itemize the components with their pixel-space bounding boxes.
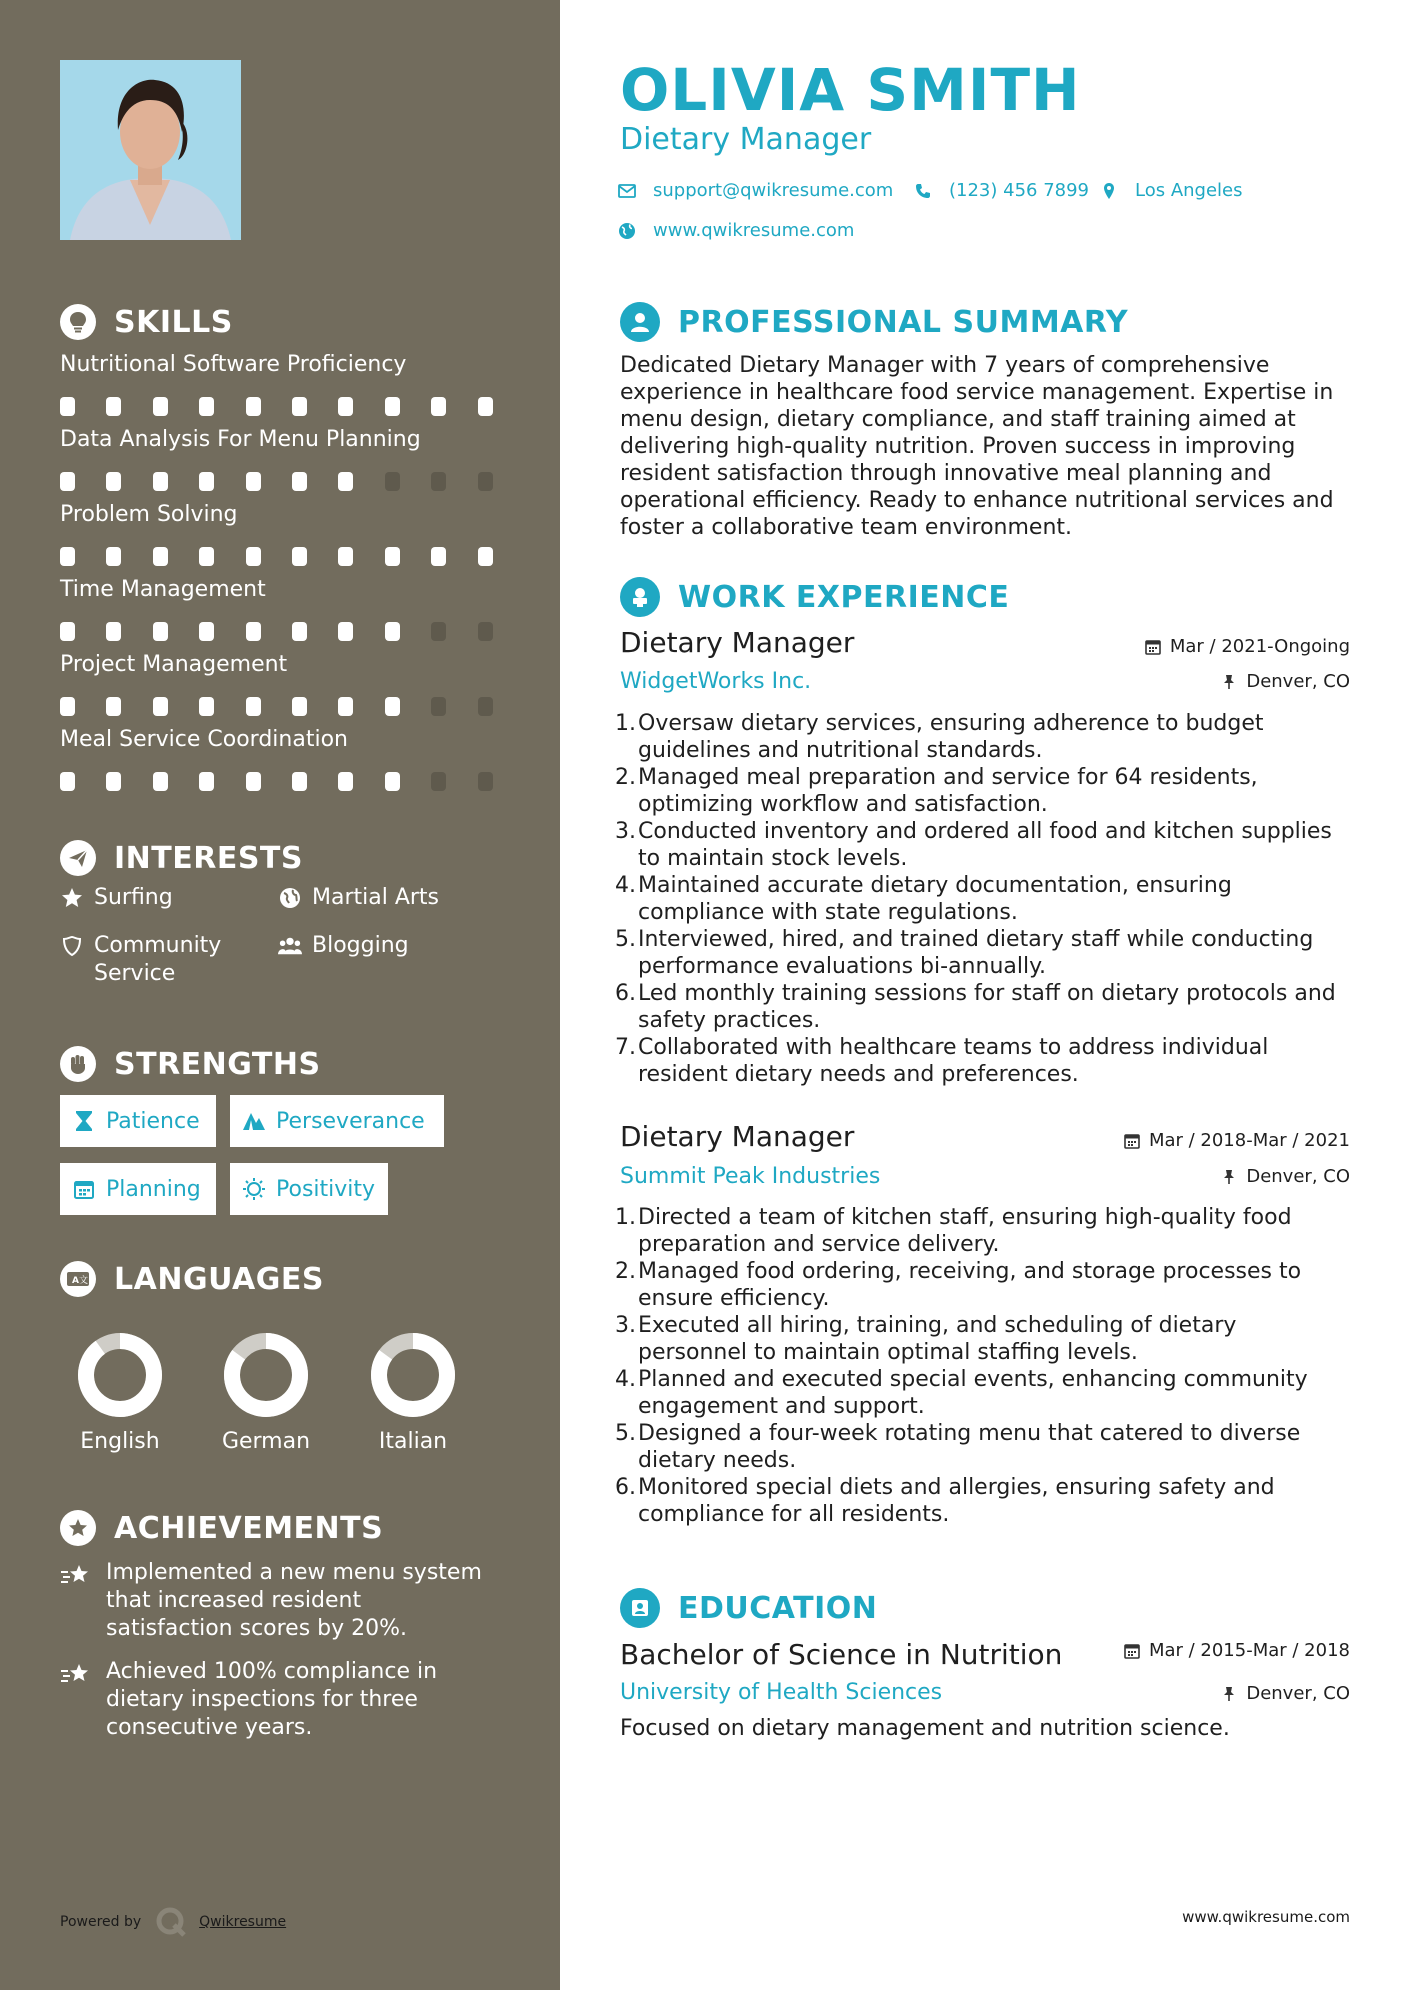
user-icon	[620, 302, 660, 342]
calendar-icon	[1123, 1132, 1141, 1150]
language-icon	[60, 1261, 96, 1297]
rating-dot	[385, 547, 400, 566]
powered-by	[60, 1906, 286, 1938]
job-bullet	[612, 1420, 1352, 1474]
summary-text: Dedicated Dietary Manager with 7 years of comprehensive experience in healthcare food service management. Expertise in menu design, dietary compliance, and staff training aimed at delivering high-quality nutrition. Proven success in improving resident satisfaction through innovative meal planning and operational efficiency. Ready to enhance nutritional services and foster a collaborative team environment.	[620, 353, 1334, 540]
rating-dot	[431, 622, 446, 641]
rating-dot	[246, 697, 261, 716]
rating-dot	[199, 472, 214, 491]
rating-dot	[478, 397, 493, 416]
rating-dot	[478, 622, 493, 641]
skill-rating	[60, 697, 520, 717]
language-ring	[216, 1325, 316, 1425]
job-dates-text: Mar / 2021-Ongoing	[1169, 636, 1350, 657]
rating-dot	[292, 622, 307, 641]
rating-dot	[199, 547, 214, 566]
degree-title: Bachelor of Science in Nutrition	[620, 1638, 1063, 1671]
summary-heading	[620, 302, 1128, 342]
job-bullet	[612, 1312, 1352, 1366]
bullet-text: Maintained accurate dietary documentation, ensuring compliance with state regulations.	[638, 873, 1232, 925]
trophy-star-icon	[60, 1510, 96, 1546]
rating-dot	[153, 622, 168, 641]
pushpin-icon	[1220, 1685, 1238, 1703]
email-text: support@qwikresume.com	[653, 180, 894, 201]
rating-dot	[60, 547, 75, 566]
languages-heading-text: LANGUAGES	[114, 1261, 324, 1297]
rating-dot	[106, 697, 121, 716]
bullet-number: 4.	[615, 873, 636, 898]
strength-tag	[230, 1163, 388, 1215]
skill-item	[60, 576, 520, 642]
rating-dot	[246, 397, 261, 416]
rating-dot	[153, 697, 168, 716]
lightbulb-icon	[60, 304, 96, 340]
rating-dot	[478, 697, 493, 716]
bullet-number: 3.	[615, 1313, 636, 1338]
skill-rating	[60, 397, 520, 417]
job-bullet	[612, 980, 1352, 1034]
skill-rating	[60, 772, 520, 792]
summary-heading-text: PROFESSIONAL SUMMARY	[678, 304, 1129, 340]
bullet-text: Managed meal preparation and service for 64 residents, optimizing workflow and satisfaction.	[638, 765, 1258, 817]
contact-website[interactable]	[617, 220, 854, 241]
bullet-number: 5.	[615, 927, 636, 952]
experience-heading-text: WORK EXPERIENCE	[678, 579, 1010, 615]
skill-name: Nutritional Software Proficiency	[60, 352, 407, 377]
skill-name: Time Management	[60, 577, 266, 602]
language-label: German	[221, 1429, 311, 1454]
rating-dot	[199, 772, 214, 791]
company-name: Summit Peak Industries	[620, 1164, 881, 1189]
job-dates	[1123, 1130, 1350, 1151]
rating-dot	[246, 547, 261, 566]
bullet-text: Managed food ordering, receiving, and storage processes to ensure efficiency.	[638, 1259, 1302, 1311]
achievement-item	[60, 1658, 520, 1742]
bullet-text: Designed a four-week rotating menu that catered to diverse dietary needs.	[638, 1421, 1301, 1473]
language-label: Italian	[378, 1429, 448, 1454]
powered-by-label: Powered by	[60, 1914, 142, 1930]
job-location	[1220, 1166, 1350, 1187]
skill-name: Problem Solving	[60, 502, 238, 527]
rating-dot	[431, 472, 446, 491]
rating-dot	[199, 397, 214, 416]
rating-dot	[292, 547, 307, 566]
achievement-text: Achieved 100% compliance in dietary inspections for three consecutive years.	[106, 1659, 438, 1740]
job-location-text: Denver, CO	[1246, 1166, 1350, 1187]
achievement-item	[60, 1559, 520, 1643]
calendar-icon	[72, 1177, 96, 1201]
job-bullet	[612, 710, 1352, 764]
bullet-text: Directed a team of kitchen staff, ensuring high-quality food preparation and service delivery.	[638, 1205, 1292, 1257]
interest-label: Surfing	[94, 885, 173, 910]
job-bullet	[612, 1366, 1352, 1420]
rating-dot	[385, 472, 400, 491]
job-bullet	[612, 1474, 1352, 1528]
rating-dot	[338, 472, 353, 491]
skill-rating	[60, 547, 520, 567]
skill-item	[60, 651, 520, 717]
rating-dot	[60, 697, 75, 716]
bullet-number: 1.	[615, 711, 636, 736]
rating-dot	[246, 472, 261, 491]
graduation-icon	[620, 1588, 660, 1628]
rating-dot	[338, 697, 353, 716]
rating-dot	[431, 397, 446, 416]
job-bullet	[612, 1034, 1352, 1088]
rating-dot	[292, 772, 307, 791]
bullet-number: 4.	[615, 1367, 636, 1392]
fist-icon	[60, 1046, 96, 1082]
rating-dot	[60, 772, 75, 791]
skill-name: Project Management	[60, 652, 288, 677]
svg-text:A: A	[72, 1276, 79, 1286]
shooting-star-icon	[60, 1559, 92, 1643]
rating-dot	[385, 772, 400, 791]
rating-dot	[385, 397, 400, 416]
experience-heading	[620, 577, 1009, 617]
profile-photo	[60, 60, 241, 240]
achievement-text: Implemented a new menu system that increased resident satisfaction scores by 20%.	[106, 1560, 482, 1641]
skill-item	[60, 426, 520, 492]
education-heading	[620, 1588, 877, 1628]
interests-heading-text: INTERESTS	[114, 840, 303, 876]
candidate-name: OLIVIA SMITH	[620, 56, 1081, 124]
strengths-heading-text: STRENGTHS	[114, 1046, 321, 1082]
rating-dot	[478, 772, 493, 791]
achievements-heading	[60, 1508, 383, 1548]
interest-item	[60, 932, 221, 988]
interest-item	[60, 884, 173, 912]
star-icon	[60, 884, 84, 912]
pushpin-icon	[1220, 673, 1238, 691]
skill-item	[60, 726, 520, 792]
education-dates-text: Mar / 2015-Mar / 2018	[1148, 1640, 1350, 1661]
rating-dot	[292, 397, 307, 416]
bullet-number: 1.	[615, 1205, 636, 1230]
rating-dot	[199, 622, 214, 641]
strength-tag	[60, 1163, 216, 1215]
rating-dot	[60, 622, 75, 641]
job-location-text: Denver, CO	[1246, 671, 1350, 692]
globe-icon	[278, 884, 302, 912]
rating-dot	[431, 697, 446, 716]
bullet-number: 5.	[615, 1421, 636, 1446]
sun-icon	[242, 1177, 266, 1201]
rating-dot	[106, 622, 121, 641]
envelope-icon	[617, 181, 637, 201]
language-ring-fill	[86, 1341, 154, 1409]
education-location-text: Denver, CO	[1246, 1683, 1350, 1704]
rating-dot	[338, 397, 353, 416]
shield-icon	[60, 932, 84, 960]
bullet-text: Monitored special diets and allergies, ensuring safety and compliance for all residents.	[638, 1475, 1275, 1527]
strength-label: Perseverance	[276, 1108, 425, 1134]
qwikresume-link[interactable]: Qwikresume	[199, 1914, 287, 1930]
bullet-text: Conducted inventory and ordered all food and kitchen supplies to maintain stock levels.	[638, 819, 1332, 871]
calendar-icon	[1123, 1642, 1141, 1660]
bullet-text: Collaborated with healthcare teams to address individual resident dietary needs and preferences.	[638, 1035, 1269, 1087]
bullet-number: 6.	[615, 1475, 636, 1500]
education-location	[1220, 1683, 1350, 1704]
rating-dot	[292, 697, 307, 716]
bullet-number: 6.	[615, 981, 636, 1006]
interest-item	[278, 932, 409, 960]
skill-rating	[60, 472, 520, 492]
website-text: www.qwikresume.com	[653, 220, 855, 241]
skill-name: Data Analysis For Menu Planning	[60, 427, 421, 452]
interests-heading	[60, 838, 303, 878]
sidebar	[0, 0, 560, 1990]
job-bullet	[612, 926, 1352, 980]
bullet-number: 7.	[615, 1035, 636, 1060]
rating-dot	[106, 397, 121, 416]
interest-item	[278, 884, 439, 912]
rating-dot	[106, 547, 121, 566]
rating-dot	[153, 397, 168, 416]
rating-dot	[292, 472, 307, 491]
rating-dot	[338, 622, 353, 641]
strength-label: Planning	[106, 1176, 201, 1202]
contact-phone[interactable]	[913, 180, 1089, 201]
rating-dot	[106, 472, 121, 491]
rating-dot	[385, 622, 400, 641]
rating-dot	[338, 772, 353, 791]
bullet-number: 2.	[615, 765, 636, 790]
job-dates-text: Mar / 2018-Mar / 2021	[1148, 1130, 1350, 1151]
language-ring	[363, 1325, 463, 1425]
rating-dot	[60, 397, 75, 416]
company-name: WidgetWorks Inc.	[620, 669, 812, 694]
rating-dot	[246, 772, 261, 791]
contact-location	[1099, 180, 1243, 201]
bullet-number: 2.	[615, 1259, 636, 1284]
contact-email[interactable]	[617, 180, 893, 201]
job-title: Dietary Manager	[620, 1120, 855, 1153]
interest-label: Blogging	[312, 933, 409, 958]
phone-icon	[913, 181, 933, 201]
language-ring	[70, 1325, 170, 1425]
school-name: University of Health Sciences	[620, 1680, 943, 1705]
rating-dot	[153, 547, 168, 566]
strength-label: Patience	[106, 1108, 200, 1134]
education-description: Focused on dietary management and nutrition science.	[620, 1716, 1230, 1741]
rating-dot	[106, 772, 121, 791]
rating-dot	[60, 472, 75, 491]
rating-dot	[153, 772, 168, 791]
svg-text:文: 文	[79, 1276, 89, 1286]
map-pin-icon	[1099, 181, 1119, 201]
rating-dot	[385, 697, 400, 716]
strengths-heading	[60, 1044, 321, 1084]
rating-dot	[431, 772, 446, 791]
location-text: Los Angeles	[1135, 180, 1243, 201]
job-bullet-list	[612, 710, 1352, 1088]
bullet-text: Executed all hiring, training, and scheduling of dietary personnel to maintain optimal staffing levels.	[638, 1313, 1237, 1365]
job-bullet	[612, 818, 1352, 872]
languages-heading	[60, 1259, 324, 1299]
pushpin-icon	[1220, 1168, 1238, 1186]
job-bullet	[612, 764, 1352, 818]
job-dates	[1144, 636, 1350, 657]
footer-url[interactable]: www.qwikresume.com	[1182, 1908, 1350, 1926]
job-bullet	[612, 1258, 1352, 1312]
education-dates	[1123, 1640, 1350, 1661]
strength-tag	[230, 1095, 444, 1147]
language-label: English	[80, 1429, 160, 1454]
achievements-heading-text: ACHIEVEMENTS	[114, 1510, 384, 1546]
interest-label: Community Service	[94, 933, 222, 986]
qwikresume-logo-icon	[155, 1906, 187, 1938]
rating-dot	[478, 472, 493, 491]
briefcase-icon	[620, 577, 660, 617]
job-title: Dietary Manager	[620, 626, 855, 659]
bullet-text: Oversaw dietary services, ensuring adherence to budget guidelines and nutritional standards.	[638, 711, 1264, 763]
candidate-title: Dietary Manager	[620, 122, 872, 157]
hourglass-icon	[72, 1109, 96, 1133]
skills-heading	[60, 302, 233, 342]
job-bullet-list	[612, 1204, 1352, 1528]
paper-plane-icon	[60, 840, 96, 876]
skills-heading-text: SKILLS	[114, 304, 233, 340]
job-bullet	[612, 1204, 1352, 1258]
bullet-number: 3.	[615, 819, 636, 844]
interest-label: Martial Arts	[312, 885, 440, 910]
job-location	[1220, 671, 1350, 692]
bullet-text: Interviewed, hired, and trained dietary staff while conducting performance evaluations bi-annually.	[638, 927, 1314, 979]
job-bullet	[612, 872, 1352, 926]
education-heading-text: EDUCATION	[678, 1590, 878, 1626]
calendar-icon	[1144, 638, 1162, 656]
strength-label: Positivity	[276, 1176, 376, 1202]
rating-dot	[153, 472, 168, 491]
rating-dot	[338, 547, 353, 566]
rating-dot	[246, 622, 261, 641]
globe-icon	[617, 221, 637, 241]
shooting-star-icon	[60, 1658, 92, 1742]
bullet-text: Planned and executed special events, enhancing community engagement and support.	[638, 1367, 1308, 1419]
phone-text: (123) 456 7899	[949, 180, 1090, 201]
skill-item	[60, 351, 520, 417]
rating-dot	[431, 547, 446, 566]
rating-dot	[199, 697, 214, 716]
skill-name: Meal Service Coordination	[60, 727, 348, 752]
bullet-text: Led monthly training sessions for staff on dietary protocols and safety practices.	[638, 981, 1336, 1033]
skill-rating	[60, 622, 520, 642]
climber-icon	[242, 1109, 266, 1133]
strength-tag	[60, 1095, 216, 1147]
skill-item	[60, 501, 520, 567]
rating-dot	[478, 547, 493, 566]
users-icon	[278, 932, 302, 960]
